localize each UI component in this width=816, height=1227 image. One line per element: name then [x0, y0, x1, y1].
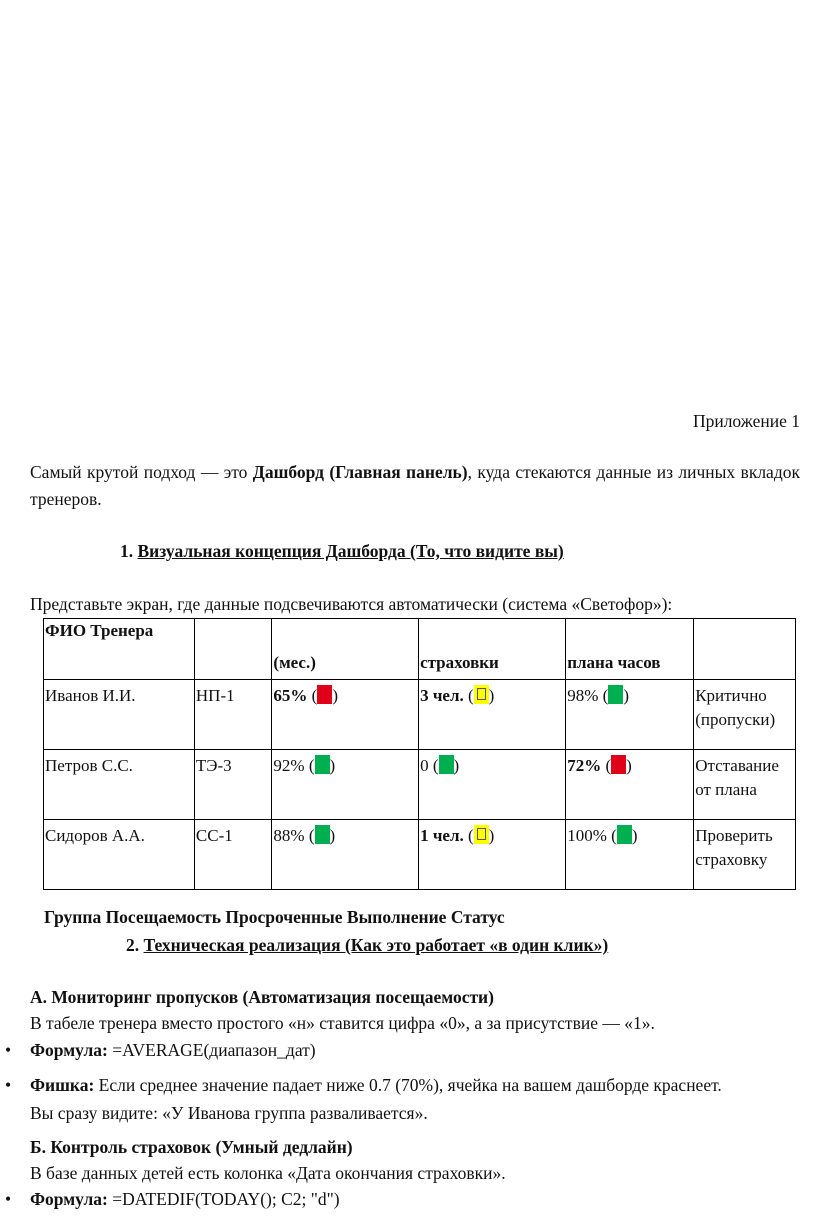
cell-plan: 72% ( )	[566, 750, 694, 820]
insurance-value: 3 чел.	[420, 686, 464, 705]
table-row	[44, 750, 796, 820]
tip-line-1: Если среднее значение падает ниже 0.7 (70%), ячейка на вашем дашборде краснеет.	[94, 1075, 722, 1095]
cell-insurance: 0 ( )	[419, 750, 566, 820]
section-2-number: 2.	[126, 935, 144, 955]
subsection-a-text: В табеле тренера вместо простого «н» ставится цифра «0», а за присутствие — «1».	[30, 1013, 655, 1033]
header-plan-cell	[566, 619, 694, 680]
formula-b-label: Формула:	[30, 1189, 108, 1209]
subsection-b-text: В базе данных детей есть колонка «Дата окончания страховки».	[30, 1163, 506, 1183]
tip-line-2: Вы сразу видите: «У Иванова группа разваливается».	[30, 1103, 428, 1123]
attendance-value: 88%	[273, 826, 305, 845]
intro-bold-term: Дашборд (Главная панель)	[252, 462, 468, 482]
lead-sentence: Представьте экран, где данные подсвечиваются автоматически (система «Светофор»):	[30, 594, 673, 614]
plan-value: 98%	[567, 686, 599, 705]
traffic-light-yellow-icon	[474, 825, 489, 844]
header-name: ФИО Тренера	[45, 621, 154, 640]
table-row	[44, 680, 796, 750]
attendance-value: 92%	[273, 756, 305, 775]
cell-status: Проверить страховку	[694, 820, 796, 890]
cell-attendance: 92% ( )	[272, 750, 419, 820]
cell-status: Отставание от плана	[694, 750, 796, 820]
header-name-cell	[44, 619, 195, 680]
cell-status: Критично (пропуски)	[694, 680, 796, 750]
formula-a-label: Формула:	[30, 1040, 108, 1060]
cell-group: СС-1	[194, 820, 272, 890]
cell-group: НП-1	[194, 680, 272, 750]
header-group-cell	[194, 619, 272, 680]
cell-attendance: 88% ( )	[272, 820, 419, 890]
traffic-light-green-icon	[439, 755, 454, 774]
section-1-number: 1.	[120, 541, 138, 561]
header-plan: плана часов	[567, 653, 661, 672]
insurance-value: 0	[420, 756, 429, 775]
dashboard-table	[43, 618, 796, 890]
header-status-cell	[694, 619, 796, 680]
intro-text-end: , куда стекаются данные из личных вкладок тренеров.	[30, 462, 800, 509]
formula-b-value: =DATEDIF(TODAY(); C2; "d")	[107, 1189, 340, 1209]
section-1-heading	[120, 541, 564, 562]
header-attendance-cell	[272, 619, 419, 680]
traffic-light-green-icon	[608, 685, 623, 704]
header-caption: Группа Посещаемость Просроченные Выполнение Статус	[44, 907, 505, 927]
traffic-light-red-icon	[317, 685, 332, 704]
cell-insurance: 1 чел. ( )	[419, 820, 566, 890]
header-insurance: страховки	[420, 653, 499, 672]
bullet-tip-body	[30, 1071, 722, 1127]
cell-plan: 100% ( )	[566, 820, 694, 890]
appendix-label: Приложение 1	[692, 411, 800, 431]
cell-attendance: 65% ( )	[272, 680, 419, 750]
intro-text-start: Самый крутой подход — это	[30, 462, 253, 482]
header-insurance-cell	[419, 619, 566, 680]
tip-label: Фишка:	[30, 1075, 95, 1095]
bullet-formula-b-body	[30, 1189, 340, 1210]
section-2-heading	[126, 935, 608, 956]
table-row	[44, 820, 796, 890]
cell-insurance: 3 чел. ( )	[419, 680, 566, 750]
traffic-light-green-icon	[315, 825, 330, 844]
cell-name: Иванов И.И.	[44, 680, 195, 750]
table-header-row	[44, 619, 796, 680]
header-attendance: (мес.)	[273, 653, 316, 672]
formula-a-value: =AVERAGE(диапазон_дат)	[107, 1040, 316, 1060]
bullet-formula-a-body	[30, 1040, 316, 1061]
cell-plan: 98% ( )	[566, 680, 694, 750]
traffic-light-green-icon	[315, 755, 330, 774]
attendance-value: 65%	[273, 686, 308, 705]
cell-group: ТЭ-3	[194, 750, 272, 820]
table-body	[44, 680, 796, 890]
bullet-glyph: •	[5, 1040, 12, 1060]
cell-name: Петров С.С.	[44, 750, 195, 820]
section-1-title: Визуальная концепция Дашборда (То, что видите вы)	[137, 541, 564, 561]
traffic-light-green-icon	[617, 825, 632, 844]
bullet-glyph: •	[5, 1075, 12, 1095]
section-2-title: Техническая реализация (Как это работает «в один клик»)	[143, 935, 609, 955]
traffic-light-yellow-icon	[474, 685, 489, 704]
intro-paragraph	[30, 459, 800, 513]
subsection-b-title: Б. Контроль страховок (Умный дедлайн)	[30, 1137, 353, 1157]
plan-value: 100%	[567, 826, 607, 845]
traffic-light-red-icon	[611, 755, 626, 774]
subsection-a-title: А. Мониторинг пропусков (Автоматизация посещаемости)	[30, 987, 494, 1007]
plan-value: 72%	[567, 756, 602, 775]
bullet-glyph: •	[5, 1189, 12, 1209]
cell-name: Сидоров А.А.	[44, 820, 195, 890]
insurance-value: 1 чел.	[420, 826, 464, 845]
